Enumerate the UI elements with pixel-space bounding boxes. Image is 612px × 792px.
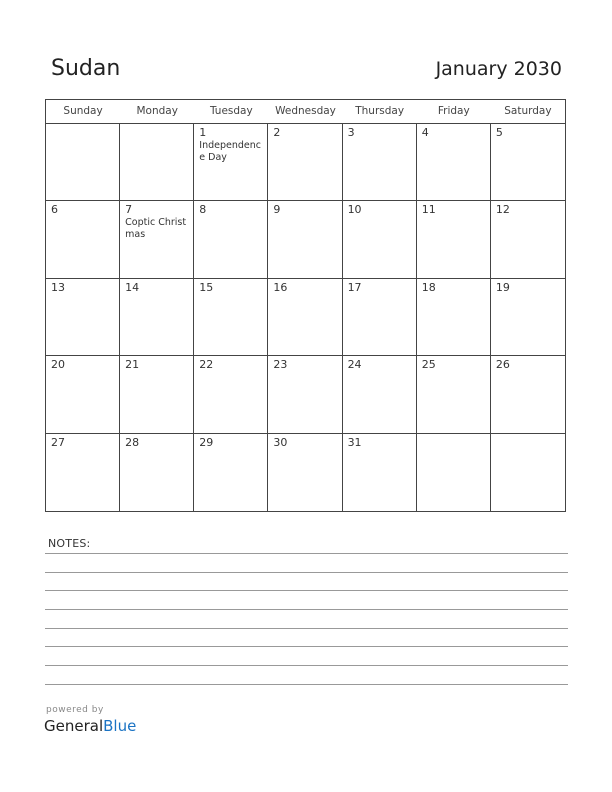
day-number: 27 <box>51 435 65 449</box>
day-number: 4 <box>421 126 429 139</box>
day-cell <box>46 124 120 201</box>
day-number: 21 <box>125 358 140 372</box>
day-cell <box>268 356 342 433</box>
day-cell <box>120 201 194 278</box>
day-cell <box>491 434 565 511</box>
day-cell <box>194 201 268 278</box>
day-number: 18 <box>421 280 436 294</box>
day-cell <box>268 201 342 278</box>
day-cell <box>343 356 417 433</box>
day-number: 20 <box>51 358 65 372</box>
day-number: 19 <box>495 280 510 294</box>
note-line <box>45 572 568 573</box>
day-cell <box>120 434 194 511</box>
day-number: 7 <box>125 203 133 217</box>
note-line <box>45 609 568 610</box>
day-number: 26 <box>495 358 510 372</box>
country-title: Sudan <box>51 56 121 81</box>
day-cell <box>46 356 120 433</box>
day-cell <box>194 356 268 433</box>
holiday-label: Coptic Christmas <box>125 217 187 241</box>
day-cell <box>46 434 120 511</box>
note-line <box>45 646 568 647</box>
holiday-label: Independence Day <box>199 140 261 163</box>
day-number: 24 <box>347 358 362 372</box>
day-cell <box>491 201 565 278</box>
day-number: 25 <box>421 358 436 372</box>
day-number: 29 <box>199 435 214 449</box>
note-line <box>45 628 568 629</box>
weekday-friday: Friday <box>437 105 470 117</box>
day-number: 14 <box>125 280 140 294</box>
note-line <box>45 590 568 591</box>
weekday-thursday: Thursday <box>355 105 405 117</box>
day-cell <box>120 356 194 433</box>
day-cell <box>194 124 268 201</box>
day-cell <box>343 279 417 356</box>
weekday-sunday: Sunday <box>63 105 103 117</box>
day-cell <box>491 356 565 433</box>
day-cell <box>417 201 491 278</box>
day-cell <box>491 124 565 201</box>
day-number: 6 <box>51 203 58 217</box>
day-cell <box>491 279 565 356</box>
powered-by-text: powered by <box>46 705 104 715</box>
weekday-wednesday: Wednesday <box>275 105 336 117</box>
day-number: 2 <box>273 126 281 139</box>
day-number: 15 <box>199 280 214 294</box>
day-number: 13 <box>51 280 65 294</box>
day-cell <box>46 279 120 356</box>
day-cell <box>343 434 417 511</box>
notes-label: NOTES: <box>48 537 91 550</box>
day-number: 17 <box>347 280 362 294</box>
brand-logo <box>44 717 136 735</box>
weekday-monday: Monday <box>136 105 178 117</box>
brand-general: General <box>44 717 104 735</box>
month-title: January 2030 <box>435 58 562 80</box>
day-cell <box>417 434 491 511</box>
day-cell <box>268 279 342 356</box>
day-cell <box>268 124 342 201</box>
day-number: 12 <box>495 203 510 217</box>
day-number: 22 <box>199 358 214 372</box>
calendar <box>45 99 566 512</box>
note-line <box>45 553 568 554</box>
brand-blue: Blue <box>103 717 137 735</box>
weekday-tuesday: Tuesday <box>209 105 253 117</box>
day-number: 28 <box>125 435 140 449</box>
day-number: 11 <box>421 203 436 217</box>
day-cell <box>343 124 417 201</box>
day-number: 23 <box>273 358 288 372</box>
day-cell <box>417 356 491 433</box>
day-number: 3 <box>347 126 355 139</box>
note-line <box>45 684 568 685</box>
day-cell <box>194 279 268 356</box>
day-cell <box>268 434 342 511</box>
day-number: 1 <box>199 126 207 139</box>
day-cell <box>120 279 194 356</box>
day-number: 31 <box>347 435 362 449</box>
day-cell <box>343 201 417 278</box>
day-cell <box>120 124 194 201</box>
day-cell <box>46 201 120 278</box>
day-cell <box>417 124 491 201</box>
weekday-saturday: Saturday <box>504 105 552 117</box>
weekday-header <box>46 100 565 124</box>
day-number: 8 <box>199 203 207 217</box>
day-number: 5 <box>495 126 503 139</box>
day-number: 10 <box>347 203 362 217</box>
day-number: 30 <box>273 435 288 449</box>
calendar-grid <box>46 124 565 511</box>
day-number: 16 <box>273 280 288 294</box>
note-line <box>45 665 568 666</box>
day-cell <box>417 279 491 356</box>
day-cell <box>194 434 268 511</box>
day-number: 9 <box>273 203 281 217</box>
